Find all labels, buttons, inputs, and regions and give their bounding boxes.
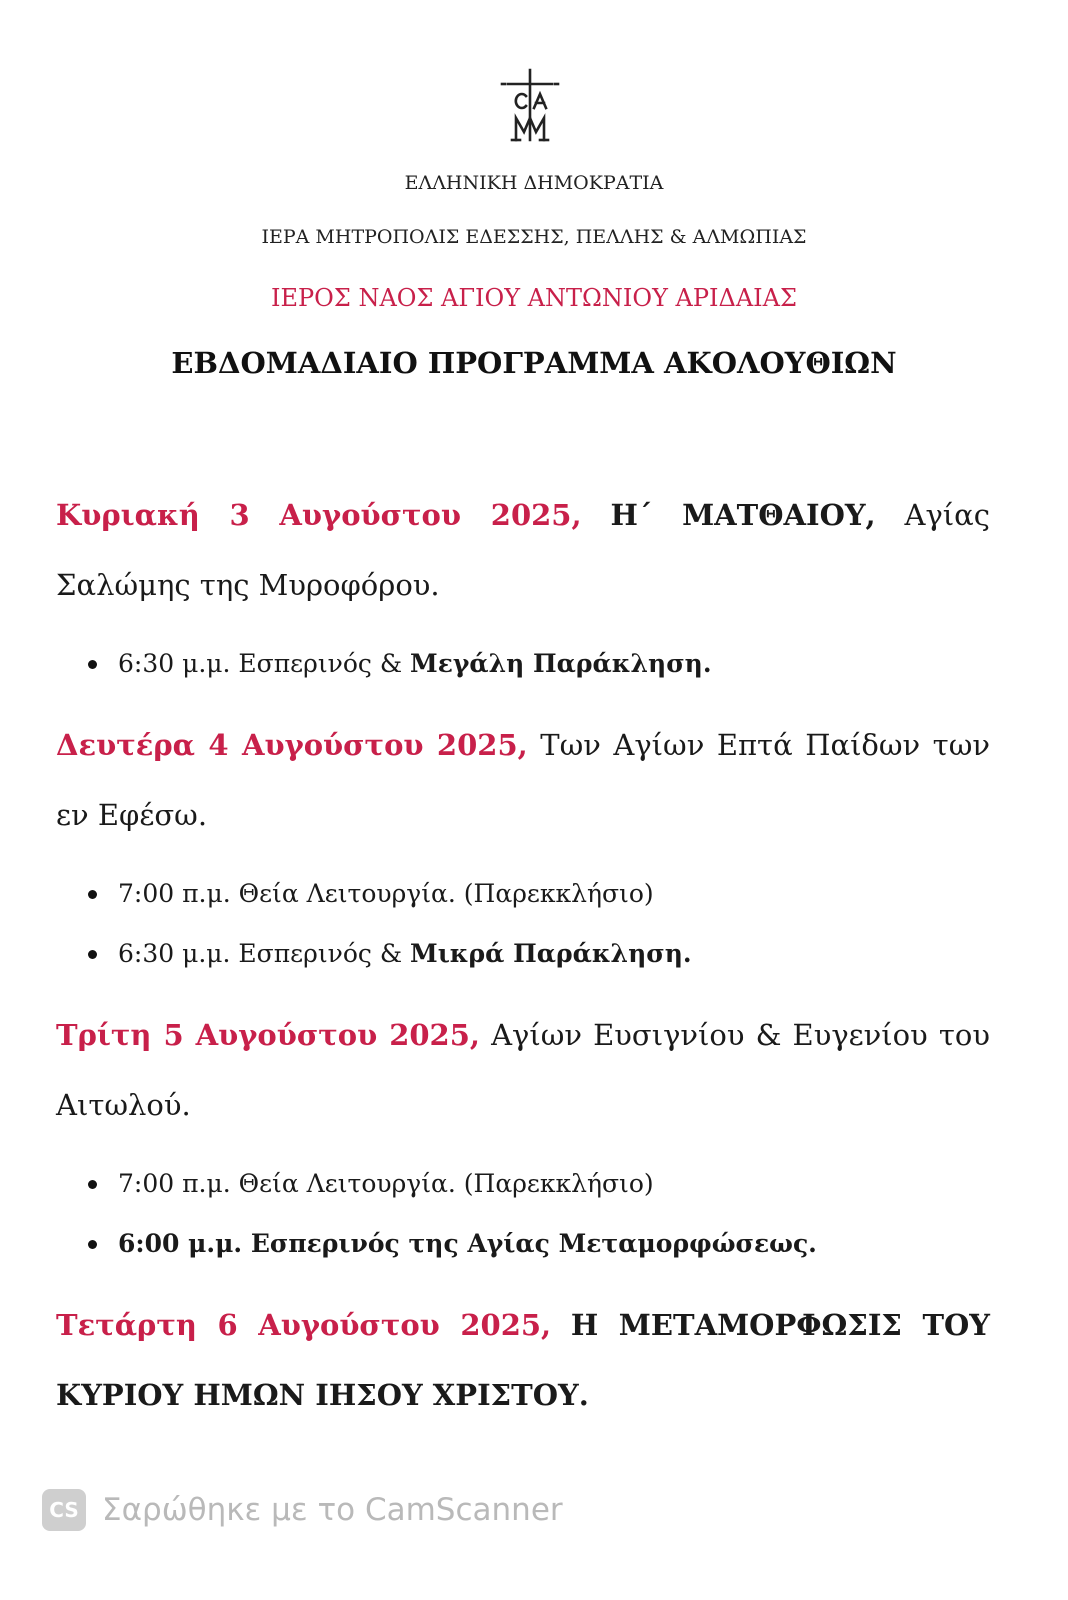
day-feast-saints: Αγίων Ευσιγνίου & Ευγενίου του Αιτωλού. (56, 1018, 990, 1122)
service-item (56, 864, 990, 924)
page-title: ΕΒΔΟΜΑΔΙΑΙΟ ΠΡΟΓΡΑΜΜΑ ΑΚΟΛΟΥΘΙΩΝ (171, 346, 897, 380)
day-date: Κυριακή 3 Αυγούστου 2025, (56, 498, 582, 532)
day-date: Δευτέρα 4 Αυγούστου 2025, (56, 728, 528, 762)
service-emphasis: Μεγάλη Παράκληση. (410, 649, 712, 678)
service-item (56, 1214, 990, 1274)
service-emphasis: Μικρά Παράκληση. (410, 939, 692, 968)
day-heading (56, 1290, 990, 1430)
day-feast-saints: Αγίας Σαλώμης της Μυροφόρου. (56, 498, 990, 602)
service-text: 6:30 μ.μ. Εσπερινός & (118, 939, 403, 968)
bullet-icon (88, 950, 97, 959)
service-text: 6:30 μ.μ. Εσπερινός & (118, 649, 403, 678)
service-item (56, 634, 990, 694)
service-text: 7:00 π.μ. Θεία Λειτουργία. (Παρεκκλήσιο) (118, 1169, 654, 1198)
church-heading: ΙΕΡΟΣ ΝΑΟΣ ΑΓΙΟΥ ΑΝΤΩΝΙΟΥ ΑΡΙΔΑΙΑΣ (271, 284, 797, 312)
day-heading (56, 710, 990, 850)
day-heading (56, 480, 990, 620)
day-heading (56, 1000, 990, 1140)
bullet-icon (88, 660, 97, 669)
day-feast-saints: Των Αγίων Επτά Παίδων των εν Εφέσω. (56, 728, 991, 832)
state-heading: ΕΛΛΗΝΙΚΗ ΔΗΜΟΚΡΑΤΙΑ (404, 172, 664, 194)
service-text: 7:00 π.μ. Θεία Λειτουργία. (Παρεκκλήσιο) (118, 879, 654, 908)
service-text: 6:00 μ.μ. Εσπερινός της Αγίας Μεταμορφώσεως. (118, 1229, 817, 1258)
day-date: Τετάρτη 6 Αυγούστου 2025, (56, 1308, 552, 1342)
day-feast-title: Η΄ ΜΑΤΘΑΙΟΥ, (610, 498, 876, 532)
camscanner-watermark (42, 1488, 563, 1532)
bullet-icon (88, 890, 97, 899)
schedule-content (56, 480, 990, 1430)
service-list (56, 864, 990, 984)
service-item (56, 924, 990, 984)
cross-monogram-icon (500, 68, 560, 146)
metropolis-heading: ΙΕΡΑ ΜΗΤΡΟΠΟΛΙΣ ΕΔΕΣΣΗΣ, ΠΕΛΛΗΣ & ΑΛΜΩΠΙΑΣ (261, 226, 807, 248)
day-feast-title: Η ΜΕΤΑΜΟΡΦΩΣΙΣ ΤΟΥ ΚΥΡΙΟΥ ΗΜΩΝ ΙΗΣΟΥ ΧΡΙΣΤΟΥ. (56, 1308, 990, 1412)
service-item (56, 1154, 990, 1214)
camscanner-text: Σαρώθηκε με το CamScanner (102, 1492, 563, 1528)
service-list (56, 634, 990, 694)
camscanner-logo-icon: CS (42, 1489, 86, 1531)
bullet-icon (88, 1180, 97, 1189)
bullet-icon (88, 1240, 97, 1249)
service-list (56, 1154, 990, 1274)
day-date: Τρίτη 5 Αυγούστου 2025, (56, 1018, 480, 1052)
